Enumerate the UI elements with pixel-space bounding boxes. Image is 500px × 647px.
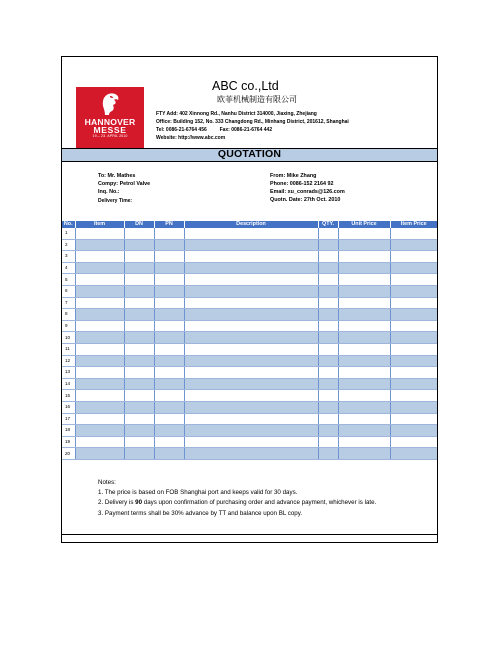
table-cell[interactable] — [154, 332, 184, 344]
table-cell[interactable] — [75, 343, 124, 355]
table-cell[interactable] — [154, 309, 184, 321]
row-number: 18 — [62, 425, 75, 437]
table-cell[interactable] — [154, 355, 184, 367]
table-cell[interactable] — [390, 436, 437, 448]
table-row — [62, 390, 437, 402]
table-cell[interactable] — [338, 413, 390, 425]
table-cell[interactable] — [154, 239, 184, 251]
table-cell[interactable] — [124, 425, 154, 437]
table-cell[interactable] — [318, 413, 338, 425]
table-cell[interactable] — [318, 297, 338, 309]
table-row — [62, 425, 437, 437]
table-cell[interactable] — [124, 285, 154, 297]
table-cell[interactable] — [154, 436, 184, 448]
table-cell[interactable] — [75, 274, 124, 286]
table-cell[interactable] — [154, 367, 184, 379]
table-cell[interactable] — [184, 401, 318, 413]
office-address: Office: Building 152, No. 333 Changdong Rd., Minhang District, 201612, Shanghai — [156, 119, 349, 125]
col-header-item-price: Item Price — [390, 221, 437, 228]
table-cell[interactable] — [124, 251, 154, 263]
table-cell[interactable] — [154, 251, 184, 263]
table-cell[interactable] — [318, 228, 338, 239]
table-cell[interactable] — [318, 309, 338, 321]
table-cell[interactable] — [184, 448, 318, 460]
row-number: 2 — [62, 239, 75, 251]
table-cell[interactable] — [318, 436, 338, 448]
table-row — [62, 262, 437, 274]
table-cell[interactable] — [124, 343, 154, 355]
table-row — [62, 436, 437, 448]
table-cell[interactable] — [124, 228, 154, 239]
quotation-sheet — [61, 56, 438, 543]
col-header-item: Item — [75, 221, 124, 228]
table-cell[interactable] — [390, 355, 437, 367]
table-cell[interactable] — [124, 262, 154, 274]
table-cell[interactable] — [124, 413, 154, 425]
logo-line2: MESSE — [93, 125, 127, 135]
table-cell[interactable] — [318, 343, 338, 355]
row-number: 9 — [62, 320, 75, 332]
table-cell[interactable] — [75, 401, 124, 413]
table-cell[interactable] — [184, 367, 318, 379]
table-cell[interactable] — [390, 320, 437, 332]
contact-line — [156, 127, 272, 133]
note-1: 1. The price is based on FOB Shanghai port and keeps valid for 30 days. — [98, 489, 298, 497]
table-cell[interactable] — [338, 448, 390, 460]
table-cell[interactable] — [318, 332, 338, 344]
col-header-qty: QTY. — [318, 221, 338, 228]
notes-title: Notes: — [98, 479, 116, 486]
table-cell[interactable] — [338, 355, 390, 367]
table-cell[interactable] — [184, 343, 318, 355]
logo-line3: 19.– 23. APRIL 2010 — [92, 134, 128, 138]
table-cell[interactable] — [75, 285, 124, 297]
table-cell[interactable] — [75, 413, 124, 425]
row-number: 11 — [62, 343, 75, 355]
table-cell[interactable] — [338, 332, 390, 344]
table-cell[interactable] — [390, 343, 437, 355]
table-cell[interactable] — [390, 309, 437, 321]
table-cell[interactable] — [338, 425, 390, 437]
table-cell[interactable] — [338, 239, 390, 251]
table-cell[interactable] — [184, 239, 318, 251]
table-cell[interactable] — [124, 378, 154, 390]
table-cell[interactable] — [184, 285, 318, 297]
table-cell[interactable] — [154, 401, 184, 413]
row-number: 8 — [62, 309, 75, 321]
table-cell[interactable] — [124, 355, 154, 367]
table-cell[interactable] — [154, 320, 184, 332]
table-cell[interactable] — [184, 251, 318, 263]
table-cell[interactable] — [184, 274, 318, 286]
table-cell[interactable] — [338, 436, 390, 448]
table-row — [62, 228, 437, 239]
table-row — [62, 343, 437, 355]
table-cell[interactable] — [154, 425, 184, 437]
notes-block — [98, 478, 376, 519]
table-cell[interactable] — [318, 285, 338, 297]
table-cell[interactable] — [318, 239, 338, 251]
row-number: 14 — [62, 378, 75, 390]
table-cell[interactable] — [75, 262, 124, 274]
table-cell[interactable] — [318, 390, 338, 402]
table-row — [62, 401, 437, 413]
table-cell[interactable] — [390, 390, 437, 402]
table-row — [62, 448, 437, 460]
row-number: 17 — [62, 413, 75, 425]
col-header-pn: PN — [154, 221, 184, 228]
table-cell[interactable] — [154, 274, 184, 286]
table-cell[interactable] — [154, 390, 184, 402]
table-row — [62, 332, 437, 344]
meta-email: Email: xu_conrads@126.com — [270, 189, 345, 195]
logo-line1: HANNOVER — [84, 117, 136, 127]
table-cell[interactable] — [338, 251, 390, 263]
table-row — [62, 239, 437, 251]
table-cell[interactable] — [124, 297, 154, 309]
table-cell[interactable] — [390, 251, 437, 263]
table-row — [62, 367, 437, 379]
table-row — [62, 378, 437, 390]
table-cell[interactable] — [390, 262, 437, 274]
table-row — [62, 251, 437, 263]
note-2 — [98, 498, 376, 508]
table-cell[interactable] — [124, 320, 154, 332]
table-row — [62, 320, 437, 332]
table-cell[interactable] — [390, 332, 437, 344]
table-cell[interactable] — [338, 401, 390, 413]
table-cell[interactable] — [338, 262, 390, 274]
table-row — [62, 297, 437, 309]
factory-address: FTY Add: 402 Xinnong Rd., Nanhu District 314000, Jiaxing, Zhejiang — [156, 111, 317, 117]
table-cell[interactable] — [124, 274, 154, 286]
table-cell[interactable] — [124, 390, 154, 402]
table-cell[interactable] — [390, 285, 437, 297]
col-header-unit-price: Unit Price — [338, 221, 390, 228]
table-cell[interactable] — [75, 436, 124, 448]
table-cell[interactable] — [75, 355, 124, 367]
table-cell[interactable] — [124, 309, 154, 321]
table-cell[interactable] — [338, 390, 390, 402]
table-cell[interactable] — [338, 367, 390, 379]
table-cell[interactable] — [184, 332, 318, 344]
table-row — [62, 309, 437, 321]
row-number: 5 — [62, 274, 75, 286]
row-number: 19 — [62, 436, 75, 448]
table-cell[interactable] — [318, 378, 338, 390]
note-2-post: days upon confirmation of purchasing order and advance payment, whichever is late. — [142, 499, 377, 507]
table-cell[interactable] — [338, 343, 390, 355]
table-cell[interactable] — [318, 274, 338, 286]
note-3: 3. Payment terms shall be 30% advance by TT and balance upon BL copy. — [98, 509, 303, 517]
table-cell[interactable] — [184, 425, 318, 437]
table-cell[interactable] — [124, 239, 154, 251]
table-cell[interactable] — [390, 228, 437, 239]
table-cell[interactable] — [154, 413, 184, 425]
note-2-days: 90 — [135, 499, 143, 507]
table-row — [62, 285, 437, 297]
table-cell[interactable] — [124, 401, 154, 413]
row-number: 12 — [62, 355, 75, 367]
table-cell[interactable] — [154, 285, 184, 297]
table-cell[interactable] — [124, 367, 154, 379]
row-number: 15 — [62, 390, 75, 402]
company-tel: Tel: 0086-21-6764 456 — [156, 127, 207, 133]
note-2-pre: 2. Delivery is — [98, 499, 136, 507]
table-cell[interactable] — [318, 251, 338, 263]
col-header-dn: DN — [124, 221, 154, 228]
meta-from: From: Mike Zhang — [270, 173, 317, 179]
table-cell[interactable] — [390, 448, 437, 460]
table-cell[interactable] — [318, 355, 338, 367]
row-number: 20 — [62, 448, 75, 460]
table-header-row — [62, 221, 437, 228]
table-cell[interactable] — [338, 228, 390, 239]
table-cell[interactable] — [390, 401, 437, 413]
table-cell[interactable] — [124, 448, 154, 460]
table-cell[interactable] — [184, 309, 318, 321]
table-cell[interactable] — [184, 297, 318, 309]
table-cell[interactable] — [184, 320, 318, 332]
table-cell[interactable] — [318, 448, 338, 460]
col-header-no: No. — [62, 221, 75, 228]
table-cell[interactable] — [154, 378, 184, 390]
table-cell[interactable] — [75, 228, 124, 239]
table-cell[interactable] — [390, 367, 437, 379]
meta-phone: Phone: 0086-152 2164 92 — [270, 181, 334, 187]
table-cell[interactable] — [154, 228, 184, 239]
table-cell[interactable] — [318, 425, 338, 437]
table-cell[interactable] — [338, 309, 390, 321]
table-cell[interactable] — [338, 285, 390, 297]
meta-to: To: Mr. Mathes — [98, 173, 136, 179]
col-header-description: Description — [184, 221, 318, 228]
row-number: 16 — [62, 401, 75, 413]
table-cell[interactable] — [184, 355, 318, 367]
table-cell[interactable] — [338, 297, 390, 309]
table-cell[interactable] — [184, 413, 318, 425]
company-name: ABC co.,Ltd — [212, 79, 279, 93]
table-cell[interactable] — [75, 239, 124, 251]
table-cell[interactable] — [75, 448, 124, 460]
table-row — [62, 355, 437, 367]
table-cell[interactable] — [154, 343, 184, 355]
footer-divider — [62, 534, 437, 535]
table-cell[interactable] — [338, 274, 390, 286]
table-cell[interactable] — [124, 436, 154, 448]
table-cell[interactable] — [338, 378, 390, 390]
table-cell[interactable] — [318, 367, 338, 379]
row-number: 10 — [62, 332, 75, 344]
messe-head-icon — [99, 91, 121, 117]
row-number: 1 — [62, 228, 75, 239]
table-cell[interactable] — [184, 262, 318, 274]
table-cell[interactable] — [390, 239, 437, 251]
table-cell[interactable] — [154, 297, 184, 309]
meta-quotation-date: Quotn. Date: 27th Oct. 2010 — [270, 197, 341, 203]
company-fax: Fax: 0086-21-6764 442 — [219, 127, 273, 133]
table-cell[interactable] — [75, 378, 124, 390]
table-row — [62, 413, 437, 425]
row-number: 6 — [62, 285, 75, 297]
table-cell[interactable] — [390, 297, 437, 309]
table-cell[interactable] — [184, 390, 318, 402]
table-cell[interactable] — [75, 251, 124, 263]
table-cell[interactable] — [75, 390, 124, 402]
table-cell[interactable] — [154, 448, 184, 460]
table-cell[interactable] — [318, 262, 338, 274]
table-cell[interactable] — [338, 320, 390, 332]
row-number: 3 — [62, 251, 75, 263]
table-cell[interactable] — [75, 332, 124, 344]
hannover-messe-logo — [76, 87, 144, 148]
table-cell[interactable] — [75, 425, 124, 437]
document-title: QUOTATION — [217, 148, 282, 160]
table-cell[interactable] — [154, 262, 184, 274]
row-number: 7 — [62, 297, 75, 309]
company-website: Website: http://www.abc.com — [156, 135, 226, 141]
table-cell[interactable] — [318, 401, 338, 413]
row-number: 13 — [62, 367, 75, 379]
title-bar — [62, 148, 437, 162]
meta-delivery-time: Delivery Time: — [98, 198, 133, 204]
table-cell[interactable] — [390, 425, 437, 437]
table-cell[interactable] — [390, 413, 437, 425]
meta-company: Compy: Petrol Valve — [98, 181, 151, 187]
table-cell[interactable] — [124, 332, 154, 344]
table-cell[interactable] — [318, 320, 338, 332]
quotation-table — [62, 221, 437, 460]
table-row — [62, 274, 437, 286]
table-cell[interactable] — [390, 274, 437, 286]
table-cell[interactable] — [75, 367, 124, 379]
table-cell[interactable] — [75, 309, 124, 321]
table-cell[interactable] — [184, 378, 318, 390]
row-number: 4 — [62, 262, 75, 274]
meta-inq-no: Inq. No.: — [98, 189, 120, 195]
table-cell[interactable] — [75, 297, 124, 309]
company-name-cn: 欧菲机械制造有限公司 — [217, 95, 297, 104]
table-cell[interactable] — [75, 320, 124, 332]
table-cell[interactable] — [390, 378, 437, 390]
table-cell[interactable] — [184, 436, 318, 448]
table-cell[interactable] — [184, 228, 318, 239]
